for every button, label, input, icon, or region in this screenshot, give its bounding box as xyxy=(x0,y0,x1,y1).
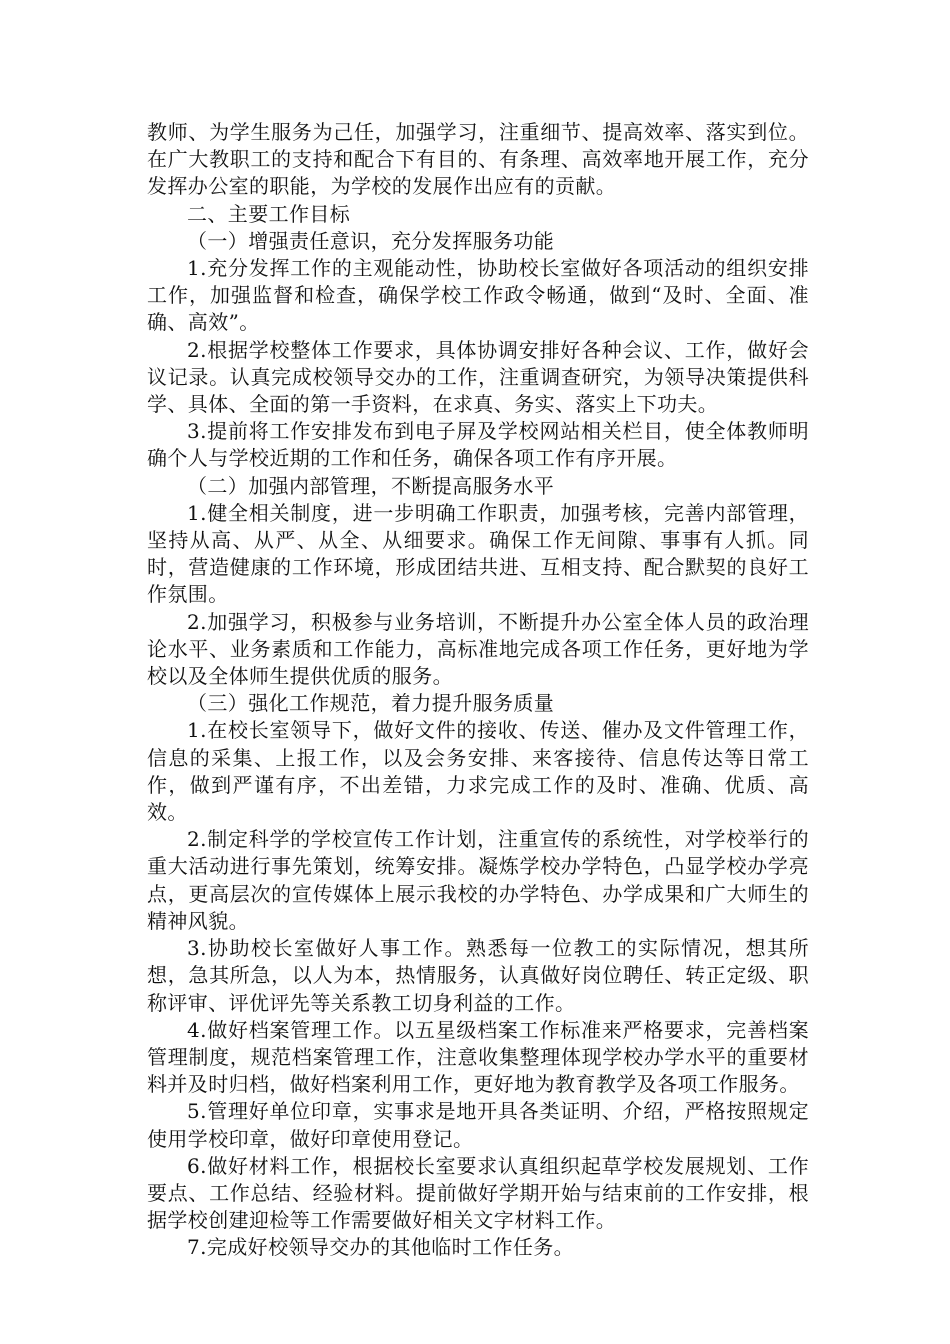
paragraph-item: 3.提前将工作安排发布到电子屏及学校网站相关栏目，使全体教师明确个人与学校近期的工作和任务，确保各项工作有序开展。 xyxy=(147,419,809,471)
paragraph-intro: 教师、为学生服务为己任，加强学习，注重细节、提高效率、落实到位。在广大教职工的支持和配合下有目的、有条理、高效率地开展工作，充分发挥办公室的职能，为学校的发展作出应有的贡献。 xyxy=(147,120,809,199)
paragraph-item: 1.充分发挥工作的主观能动性，协助校长室做好各项活动的组织安排工作，加强监督和检查，确保学校工作政令畅通，做到“及时、全面、准确、高效”。 xyxy=(147,256,809,335)
paragraph-item: 2.加强学习，积极参与业务培训，不断提升办公室全体人员的政治理论水平、业务素质和工作能力，高标准地完成各项工作任务，更好地为学校以及全体师生提供优质的服务。 xyxy=(147,609,809,689)
paragraph-item: 1.健全相关制度，进一步明确工作职责，加强考核，完善内部管理，坚持从高、从严、从全、从细要求。确保工作无间隙、事事有人抓。同时，营造健康的工作环境，形成团结共进、互相支持、配合默契的良好工作氛围。 xyxy=(147,500,809,607)
paragraph-item: 1.在校长室领导下，做好文件的接收、传送、催办及文件管理工作，信息的采集、上报工作，以及会务安排、来客接待、信息传达等日常工作，做到严谨有序，不出差错，力求完成工作的及时、准确、优质、高效。 xyxy=(147,718,809,825)
paragraph-item: 2.根据学校整体工作要求，具体协调安排好各种会议、工作，做好会议记录。认真完成校领导交办的工作，注重调查研究，为领导决策提供科学、具体、全面的第一手资料，在求真、务实、落实上下功夫。 xyxy=(147,337,809,417)
subsection-heading-3: （三）强化工作规范，着力提升服务质量 xyxy=(187,691,555,716)
paragraph-item: 2.制定科学的学校宣传工作计划，注重宣传的系统性，对学校举行的重大活动进行事先策划，统筹安排。凝炼学校办学特色，凸显学校办学亮点，更高层次的宣传媒体上展示我校的办学特色、办学成果和广大师生的精神风貌。 xyxy=(147,827,809,933)
paragraph-item: 4.做好档案管理工作。以五星级档案工作标准来严格要求，完善档案管理制度，规范档案管理工作，注意收集整理体现学校办学水平的重要材料并及时归档，做好档案利用工作，更好地为教育教学及各项工作服务。 xyxy=(147,1017,809,1097)
subsection-heading-2: （二）加强内部管理，不断提高服务水平 xyxy=(187,473,555,498)
paragraph-item: 5.管理好单位印章，实事求是地开具各类证明、介绍，严格按照规定使用学校印章，做好印章使用登记。 xyxy=(147,1099,809,1151)
paragraph-item: 3.协助校长室做好人事工作。熟悉每一位教工的实际情况，想其所想，急其所急，以人为本，热情服务，认真做好岗位聘任、转正定级、职称评审、评优评先等关系教工切身利益的工作。 xyxy=(147,936,809,1015)
paragraph-item: 6.做好材料工作，根据校长室要求认真组织起草学校发展规划、工作要点、工作总结、经验材料。提前做好学期开始与结束前的工作安排，根据学校创建迎检等工作需要做好相关文字材料工作。 xyxy=(147,1153,809,1233)
document-body xyxy=(147,119,809,1262)
paragraph-item: 7.完成好校领导交办的其他临时工作任务。 xyxy=(187,1235,575,1260)
subsection-heading-1: （一）增强责任意识，充分发挥服务功能 xyxy=(187,228,555,253)
section-heading: 二、主要工作目标 xyxy=(187,201,351,226)
